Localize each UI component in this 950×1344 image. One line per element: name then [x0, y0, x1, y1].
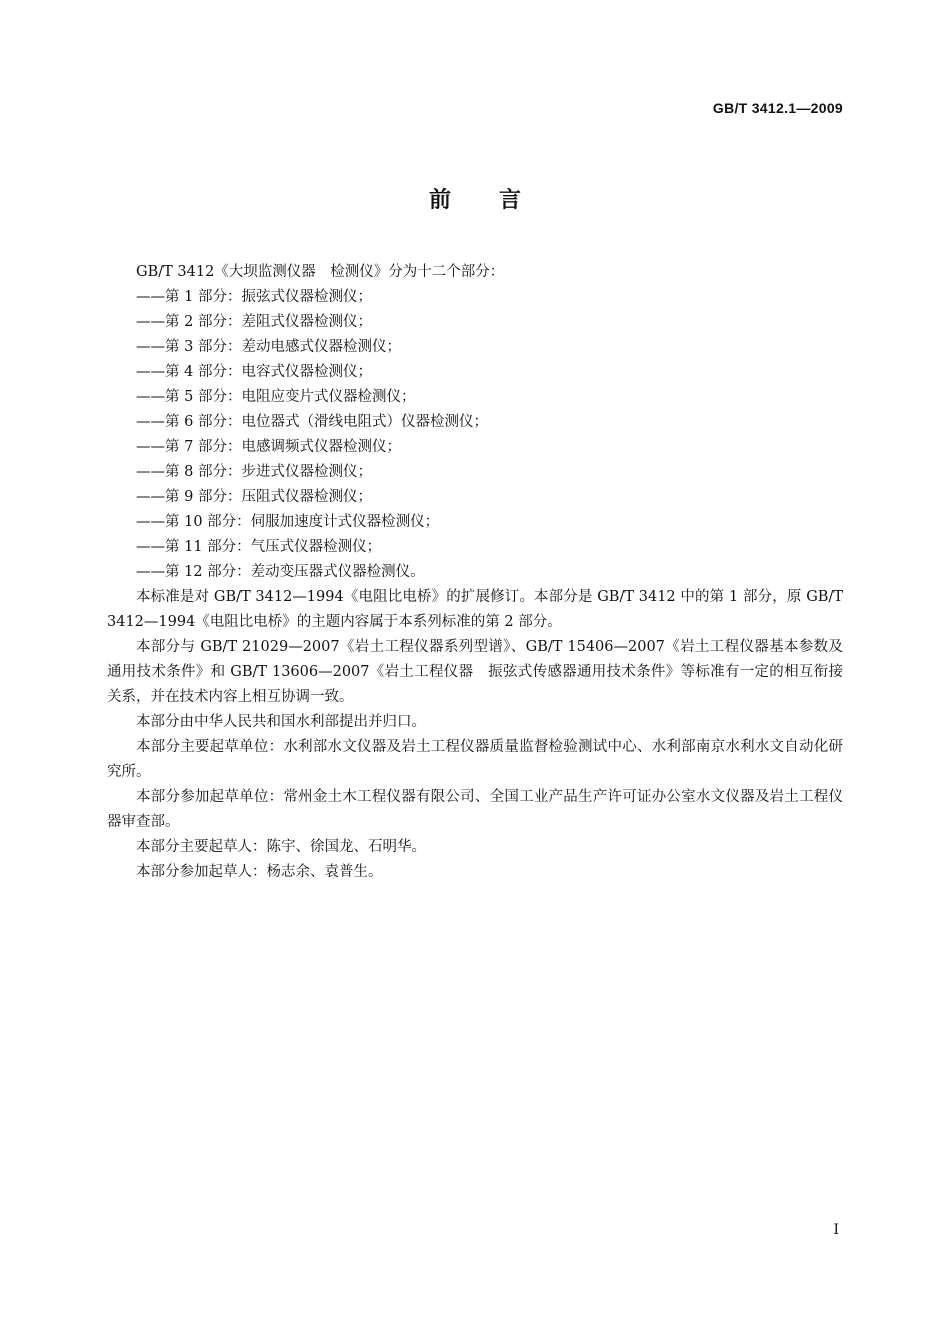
- part-item: ——第 10 部分：伺服加速度计式仪器检测仪；: [136, 514, 440, 530]
- part-item: ——第 8 部分：步进式仪器检测仪；: [136, 464, 372, 480]
- page-title: 前言: [428, 188, 569, 213]
- part-item: ——第 1 部分：振弦式仪器检测仪；: [136, 289, 372, 305]
- part-item: ——第 11 部分：气压式仪器检测仪；: [136, 539, 382, 555]
- proposer-paragraph: 本部分由中华人民共和国水利部提出并归口。: [136, 714, 426, 730]
- part-item: ——第 3 部分：差动电感式仪器检测仪；: [136, 339, 401, 355]
- part-item: ——第 4 部分：电容式仪器检测仪；: [136, 364, 372, 380]
- part-item: ——第 2 部分：差阻式仪器检测仪；: [136, 314, 372, 330]
- parts-list: [107, 285, 843, 585]
- intro-paragraph: GB/T 3412《大坝监测仪器 检测仪》分为十二个部分：: [136, 264, 505, 280]
- part-item: ——第 7 部分：电感调频式仪器检测仪；: [136, 439, 401, 455]
- revision-paragraph: 本标准是对 GB/T 3412—1994《电阻比电桥》的扩展修订。本部分是 GB/T 3412 中的第 1 部分，原 GB/T 3412—1994《电阻比电桥》的主题内容属于本系列标准的第 2 部分。: [107, 589, 843, 630]
- related-standards-paragraph: 本部分与 GB/T 21029—2007《岩土工程仪器系列型谱》、GB/T 15406—2007《岩土工程仪器基本参数及通用技术条件》和 GB/T 13606—2007《岩土工程仪器 振弦式传感器通用技术条件》等标准有一定的相互衔接关系，并在技术内容上相互协调一致。: [107, 639, 843, 705]
- main-drafters-paragraph: 本部分主要起草人：陈宇、徐国龙、石明华。: [136, 839, 426, 855]
- part-item: ——第 9 部分：压阻式仪器检测仪；: [136, 489, 372, 505]
- page-number: I: [833, 1222, 839, 1238]
- participating-units-paragraph: 本部分参加起草单位：常州金土木工程仪器有限公司、全国工业产品生产许可证办公室水文仪器及岩土工程仪器审查部。: [107, 789, 843, 830]
- standard-number: GB/T 3412.1—2009: [712, 100, 843, 116]
- participating-drafters-paragraph: 本部分参加起草人：杨志余、袁普生。: [136, 864, 383, 880]
- main-drafting-units-paragraph: 本部分主要起草单位：水利部水文仪器及岩土工程仪器质量监督检验测试中心、水利部南京水利水文自动化研究所。: [107, 739, 843, 780]
- part-item: ——第 12 部分：差动变压器式仪器检测仪。: [136, 564, 425, 580]
- foreword-body: [107, 260, 843, 885]
- part-item: ——第 6 部分：电位器式（滑线电阻式）仪器检测仪；: [136, 414, 488, 430]
- part-item: ——第 5 部分：电阻应变片式仪器检测仪；: [136, 389, 416, 405]
